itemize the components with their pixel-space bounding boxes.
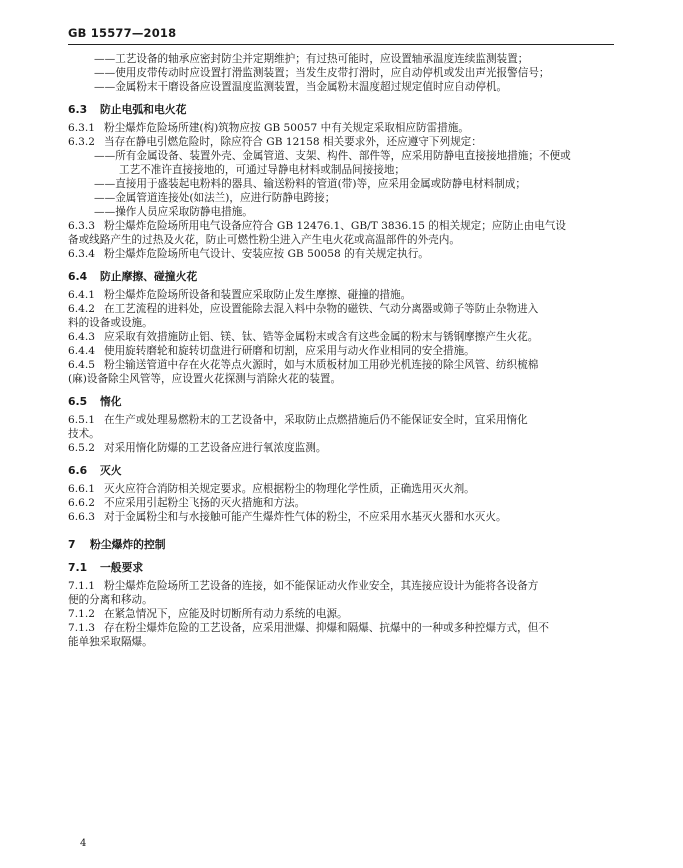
clause-number: 6.5.1 [68, 414, 95, 426]
standard-code-header: GB 15577—2018 [68, 26, 177, 40]
heading-title: 粉尘爆炸的控制 [90, 538, 166, 551]
clause-text: 粉尘爆炸危险场所电气设计、安装应按 GB 50058 的有关规定执行。 [104, 248, 429, 260]
clause-number: 6.4.5 [68, 359, 95, 371]
clause-number: 6.4.3 [68, 331, 95, 343]
list-item: ——金属粉末干磨设备应设置温度监测装置，当金属粉末温度超过规定值时应自动停机。 [94, 81, 508, 93]
heading-number: 6.4 [68, 270, 88, 283]
clause-number: 6.4.1 [68, 289, 95, 301]
clause-text: 存在粉尘爆炸危险的工艺设备，应采用泄爆、抑爆和隔爆、抗爆中的一种或多种控爆方式，但不 [104, 622, 549, 634]
heading-title: 防止电弧和电火花 [100, 103, 187, 116]
clause-text: 粉尘爆炸危险场所用电气设备应符合 GB 12476.1、GB/T 3836.15 的相关规定；应防止由电气设 [104, 220, 567, 232]
heading-title: 灭火 [100, 464, 122, 477]
clause-number: 7.1.3 [68, 622, 95, 634]
clause-number: 7.1.2 [68, 608, 95, 620]
list-item: ——金属管道连接处(如法兰)，应进行防静电跨接； [94, 192, 336, 204]
clause-number: 6.3.3 [68, 220, 95, 232]
clause-number: 6.6.3 [68, 511, 95, 523]
page-number: 4 [80, 838, 87, 849]
clause-paragraph [68, 358, 618, 372]
list-item: ——操作人员应采取防静电措施。 [94, 206, 253, 218]
clause-number: 6.4.4 [68, 345, 95, 357]
clause-number: 6.4.2 [68, 303, 95, 315]
clause-paragraph [68, 621, 618, 635]
clause-paragraph [68, 607, 618, 621]
clause-paragraph [68, 121, 618, 135]
continuation-line: 能单独采取隔爆。 [68, 636, 153, 648]
section-heading [68, 270, 618, 284]
clause-paragraph [68, 247, 618, 261]
clause-text: 对采用惰化防爆的工艺设备应进行氧浓度监测。 [104, 442, 327, 454]
heading-number: 7 [68, 538, 76, 551]
heading-number: 6.5 [68, 395, 88, 408]
clause-number: 6.6.2 [68, 497, 95, 509]
clause-paragraph [68, 482, 618, 496]
clause-number: 6.6.1 [68, 483, 95, 495]
clause-text: 粉尘爆炸危险场所设备和装置应采取防止发生摩擦、碰撞的措施。 [104, 289, 412, 301]
header-rule [68, 44, 614, 45]
clause-paragraph [68, 288, 618, 302]
clause-paragraph [68, 496, 618, 510]
section-heading [68, 395, 618, 409]
section-heading [68, 103, 618, 117]
document-body [68, 52, 618, 649]
clause-paragraph [68, 302, 618, 316]
clause-text: 不应采用引起粉尘飞扬的灭火措施和方法。 [104, 497, 306, 509]
continuation-line: 备或线路产生的过热及火花，防止可燃性粉尘进入产生电火花或高温部件的外壳内。 [68, 234, 460, 246]
clause-text: 对于金属粉尘和与水接触可能产生爆炸性气体的粉尘，不应采用水基灭火器和水灭火。 [104, 511, 507, 523]
continuation-line: (麻)设备除尘风管等，应设置火花探测与消除火花的装置。 [68, 373, 342, 385]
continuation-line: 料的设备或设施。 [68, 317, 153, 329]
clause-number: 6.3.4 [68, 248, 95, 260]
list-item: ——工艺设备的轴承应密封防尘并定期维护；有过热可能时，应设置轴承温度连续监测装置； [94, 53, 529, 65]
clause-number: 6.5.2 [68, 442, 95, 454]
clause-paragraph [68, 330, 618, 344]
clause-text: 应采取有效措施防止铝、镁、钛、锆等金属粉末或含有这些金属的粉末与锈钢摩擦产生火花。 [104, 331, 539, 343]
list-item: ——直接用于盛装起电粉料的器具、输送粉料的管道(带)等，应采用金属或防静电材料制成； [94, 178, 527, 190]
clause-text: 粉尘爆炸危险场所工艺设备的连接，如不能保证动火作业安全，其连接应设计为能将各设备方 [104, 580, 539, 592]
clause-text: 在工艺流程的进料处，应设置能除去混入料中杂物的磁铁、气动分离器或筛子等防止杂物进入 [104, 303, 539, 315]
continuation-line: 工艺不准许直接接地的，可通过导静电材料或制品间接接地； [119, 164, 406, 176]
clause-paragraph [68, 219, 618, 233]
clause-text: 使用旋转磨轮和旋转切盘进行研磨和切割，应采用与动火作业相同的安全措施。 [104, 345, 475, 357]
continuation-line: 技术。 [68, 428, 100, 440]
chapter-heading [68, 538, 618, 552]
section-heading [68, 561, 618, 575]
clause-text: 在生产或处理易燃粉末的工艺设备中，采取防止点燃措施后仍不能保证安全时，宜采用惰化 [104, 414, 528, 426]
clause-text: 粉尘爆炸危险场所建(构)筑物应按 GB 50057 中有关规定采取相应防雷措施。 [104, 122, 469, 134]
spacer [68, 455, 618, 464]
heading-number: 6.6 [68, 464, 88, 477]
section-heading [68, 464, 618, 478]
continuation-line: 便的分离和移动。 [68, 594, 153, 606]
clause-number: 6.3.2 [68, 136, 95, 148]
spacer [68, 94, 618, 103]
clause-paragraph [68, 579, 618, 593]
clause-number: 6.3.1 [68, 122, 95, 134]
spacer [68, 261, 618, 270]
clause-text: 在紧急情况下，应能及时切断所有动力系统的电源。 [104, 608, 348, 620]
spacer [68, 552, 618, 561]
list-item: ——所有金属设备、装置外壳、金属管道、支架、构件、部件等，应采用防静电直接接地措施；不便或 [94, 150, 571, 162]
clause-text: 粉尘输送管道中存在火花等点火源时，如与木质板材加工用砂光机连接的除尘风管、纺织梳棉 [104, 359, 539, 371]
heading-title: 惰化 [100, 395, 122, 408]
clause-paragraph [68, 441, 618, 455]
clause-paragraph [68, 413, 618, 427]
clause-text: 当存在静电引燃危险时，除应符合 GB 12158 相关要求外，还应遵守下列规定： [104, 136, 482, 148]
list-item: ——使用皮带传动时应设置打滑监测装置；当发生皮带打滑时，应自动停机或发出声光报警信号； [94, 67, 550, 79]
heading-title: 防止摩擦、碰撞火花 [100, 270, 198, 283]
spacer [68, 386, 618, 395]
heading-title: 一般要求 [100, 561, 144, 574]
clause-number: 7.1.1 [68, 580, 95, 592]
spacer [68, 524, 618, 538]
heading-number: 6.3 [68, 103, 88, 116]
clause-text: 灭火应符合消防相关规定要求。应根据粉尘的物理化学性质，正确选用灭火剂。 [104, 483, 475, 495]
heading-number: 7.1 [68, 561, 88, 574]
clause-paragraph [68, 135, 618, 149]
clause-paragraph [68, 510, 618, 524]
clause-paragraph [68, 344, 618, 358]
